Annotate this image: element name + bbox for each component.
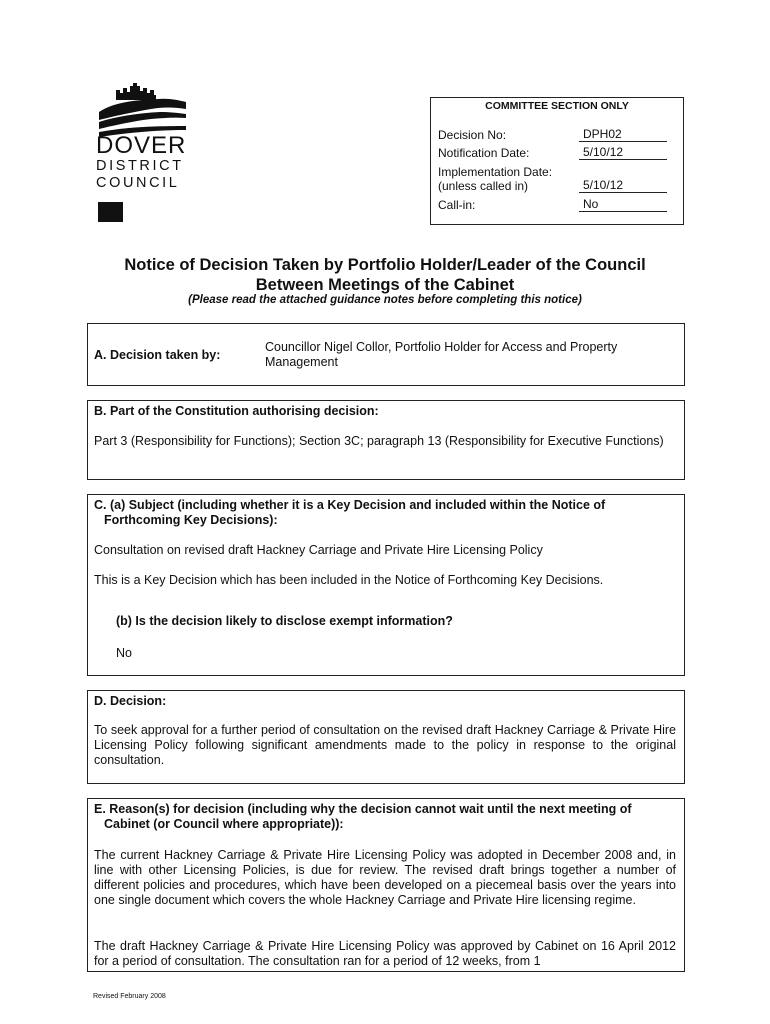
notification-date-label: Notification Date: (438, 146, 530, 160)
section-d-text: To seek approval for a further period of consultation on the revised draft Hackney Carriage & Private Hire Licensing Policy following significant amendments made to the policy in response to the original consultation. (94, 723, 676, 767)
callin-value: No (579, 198, 667, 212)
section-c-label: C. (a) Subject (including whether it is a Key Decision and included within the Notice of Forthcoming Key Decisions): (94, 498, 606, 527)
logo-text-council: COUNCIL (96, 175, 180, 191)
section-c-box (87, 494, 685, 676)
guidance-note: (Please read the attached guidance notes before completing this notice) (188, 294, 582, 306)
committee-section-box (430, 97, 684, 225)
logo-text-district: DISTRICT (96, 158, 184, 174)
section-c-key-decision: This is a Key Decision which has been included in the Notice of Forthcoming Key Decisions. (94, 573, 604, 587)
section-d-box (87, 690, 685, 784)
section-b-box (87, 400, 685, 480)
implementation-date-label: Implementation Date: (438, 165, 553, 179)
decision-no-value: DPH02 (579, 128, 667, 142)
section-d-label: D. Decision: (94, 694, 167, 708)
page-title-line1: Notice of Decision Taken by Portfolio Holder/Leader of the Council (124, 256, 646, 274)
section-c-subject: Consultation on revised draft Hackney Carriage and Private Hire Licensing Policy (94, 543, 543, 557)
section-c-b-answer: No (116, 646, 132, 660)
section-a-label: A. Decision taken by: (94, 348, 221, 362)
notification-date-value: 5/10/12 (579, 146, 667, 160)
section-c-b-label: (b) Is the decision likely to disclose exempt information? (116, 614, 453, 628)
section-e-label: E. Reason(s) for decision (including why the decision cannot wait until the next meeting of Cabinet (or Council where appropriate)): (94, 802, 632, 831)
section-a-value: Councillor Nigel Collor, Portfolio Holder for Access and Property Management (265, 340, 618, 369)
logo-base-bar (98, 202, 123, 222)
council-logo (96, 82, 188, 224)
implementation-date-value: 5/10/12 (579, 179, 667, 193)
decision-no-label: Decision No: (438, 128, 507, 142)
logo-text-dover: DOVER (96, 132, 187, 159)
section-a-box (87, 323, 685, 386)
section-e-para2: The draft Hackney Carriage & Private Hire Licensing Policy was approved by Cabinet on 16 April 2012 for a period of consultation. The consultation ran for a period of 12 weeks, from 1 (94, 939, 676, 968)
section-e-box (87, 798, 685, 972)
section-b-text: Part 3 (Responsibility for Functions); Section 3C; paragraph 13 (Responsibility for Executive Functions) (94, 434, 664, 448)
page-title-line2: Between Meetings of the Cabinet (255, 276, 515, 294)
implementation-date-sublabel: (unless called in) (438, 179, 529, 193)
section-b-label: B. Part of the Constitution authorising decision: (94, 404, 379, 418)
callin-label: Call-in: (438, 198, 476, 212)
revision-footer: Revised February 2008 (93, 993, 166, 1000)
section-e-para1: The current Hackney Carriage & Private Hire Licensing Policy was adopted in December 2008 and, in line with other Licensing Policies, is due for review. The revised draft brings together a number of different policies and procedures, which have been developed on a piecemeal basis over the years into one single document which covers the whole Hackney Carriage and Private Hire licensing regime. (94, 848, 676, 907)
committee-title: COMMITTEE SECTION ONLY (485, 100, 629, 112)
